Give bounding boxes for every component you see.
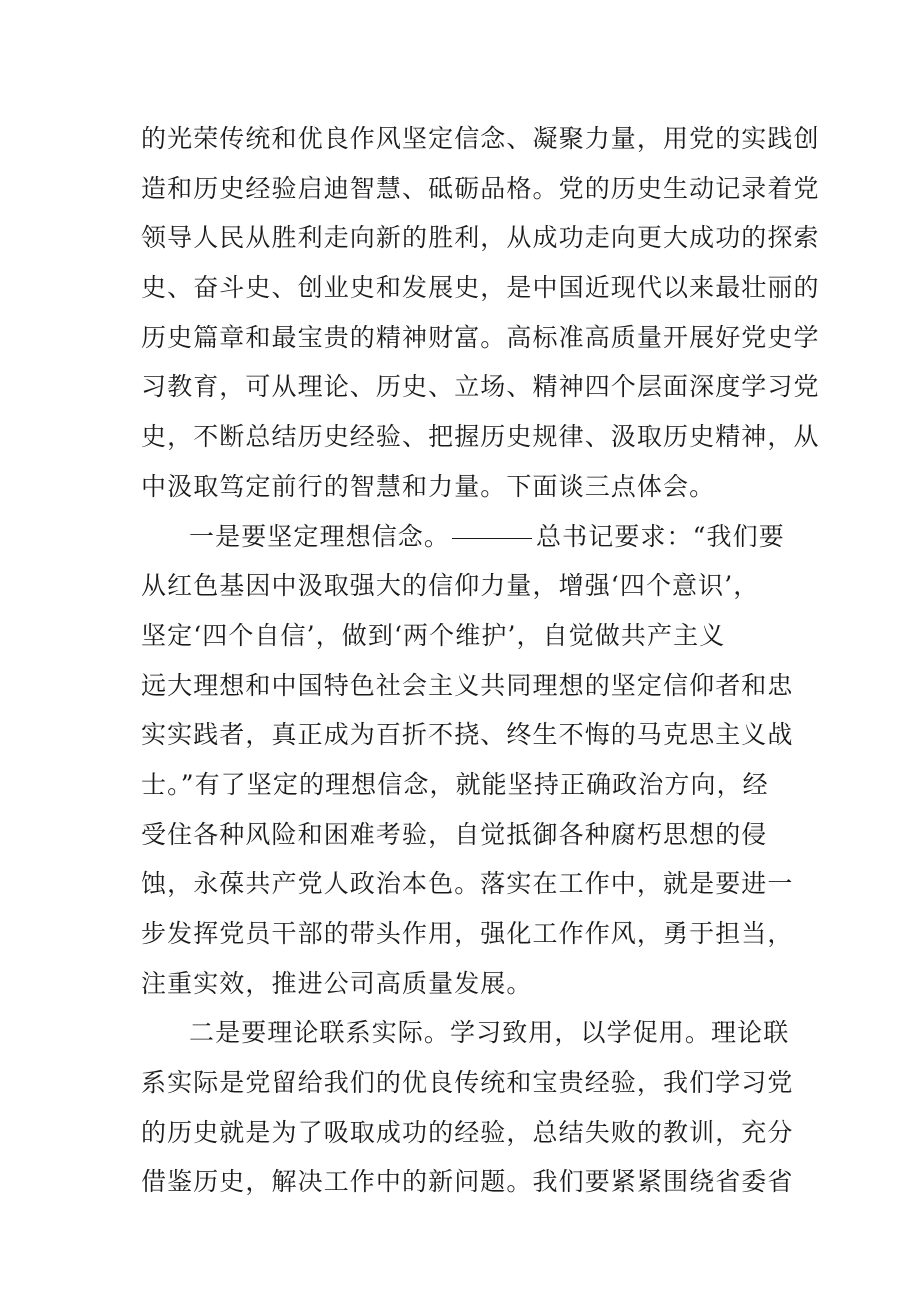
- text-line: 借鉴历史，解决工作中的新问题。我们要紧紧围绕省委省: [141, 1167, 794, 1197]
- text-line: 蚀，永葆共产党人政治本色。落实在工作中，就是要进一: [141, 869, 794, 899]
- text-line: 受住各种风险和困难考验，自觉抵御各种腐朽思想的侵: [141, 819, 768, 849]
- text-line: 中汲取笃定前行的智慧和力量。下面谈三点体会。: [141, 471, 716, 501]
- paragraph-text: 总书记要求：“我们要: [536, 521, 785, 551]
- text-line: 的光荣传统和优良作风坚定信念、凝聚力量，用党的实践创: [141, 124, 820, 153]
- text-line: 造和历史经验启迪智慧、砥砺品格。党的历史生动记录着党: [141, 173, 820, 203]
- text-line: 史，不断总结历史经验、把握历史规律、汲取历史精神，从: [141, 422, 820, 452]
- text-line: 史、奋斗史、创业史和发展史，是中国近现代以来最壮丽的: [141, 273, 820, 303]
- text-line: 坚定‘四个自信’，做到‘两个维护’，自觉做共产主义: [141, 620, 726, 650]
- blank-underline: [452, 537, 532, 539]
- text-line: 步发挥党员干部的带头作用，强化工作作风，勇于担当，: [141, 919, 794, 948]
- text-line: 系实际是党留给我们的优良传统和宝贵经验，我们学习党: [141, 1068, 794, 1098]
- paragraph-heading: 一是要坚定理想信念。: [189, 521, 451, 551]
- text-line: 的历史就是为了吸取成功的经验，总结失败的教训，充分: [141, 1117, 794, 1147]
- paragraph-heading-line: 二是要理论联系实际。学习致用，以学促用。理论联: [189, 1018, 790, 1048]
- text-line: 从红色基因中汲取强大的信仰力量，增强‘四个意识’，: [141, 571, 760, 601]
- document-body: [141, 114, 820, 1207]
- text-line: 远大理想和中国特色社会主义共同理想的坚定信仰者和忠: [141, 670, 794, 700]
- text-line: 实实践者，真正成为百折不挠、终生不悔的马克思主义战: [141, 720, 794, 750]
- text-line: 士。”有了坚定的理想信念，就能坚持正确政治方向，经: [141, 769, 769, 799]
- text-line: 习教育，可从理论、历史、立场、精神四个层面深度学习党: [141, 372, 820, 402]
- text-line: 历史篇章和最宝贵的精神财富。高标准高质量开展好党史学: [141, 322, 820, 352]
- paragraph-heading-line: [141, 512, 786, 562]
- text-line: 注重实效，推进公司高质量发展。: [141, 968, 533, 998]
- text-line: 领导人民从胜利走向新的胜利，从成功走向更大成功的探索: [141, 223, 820, 253]
